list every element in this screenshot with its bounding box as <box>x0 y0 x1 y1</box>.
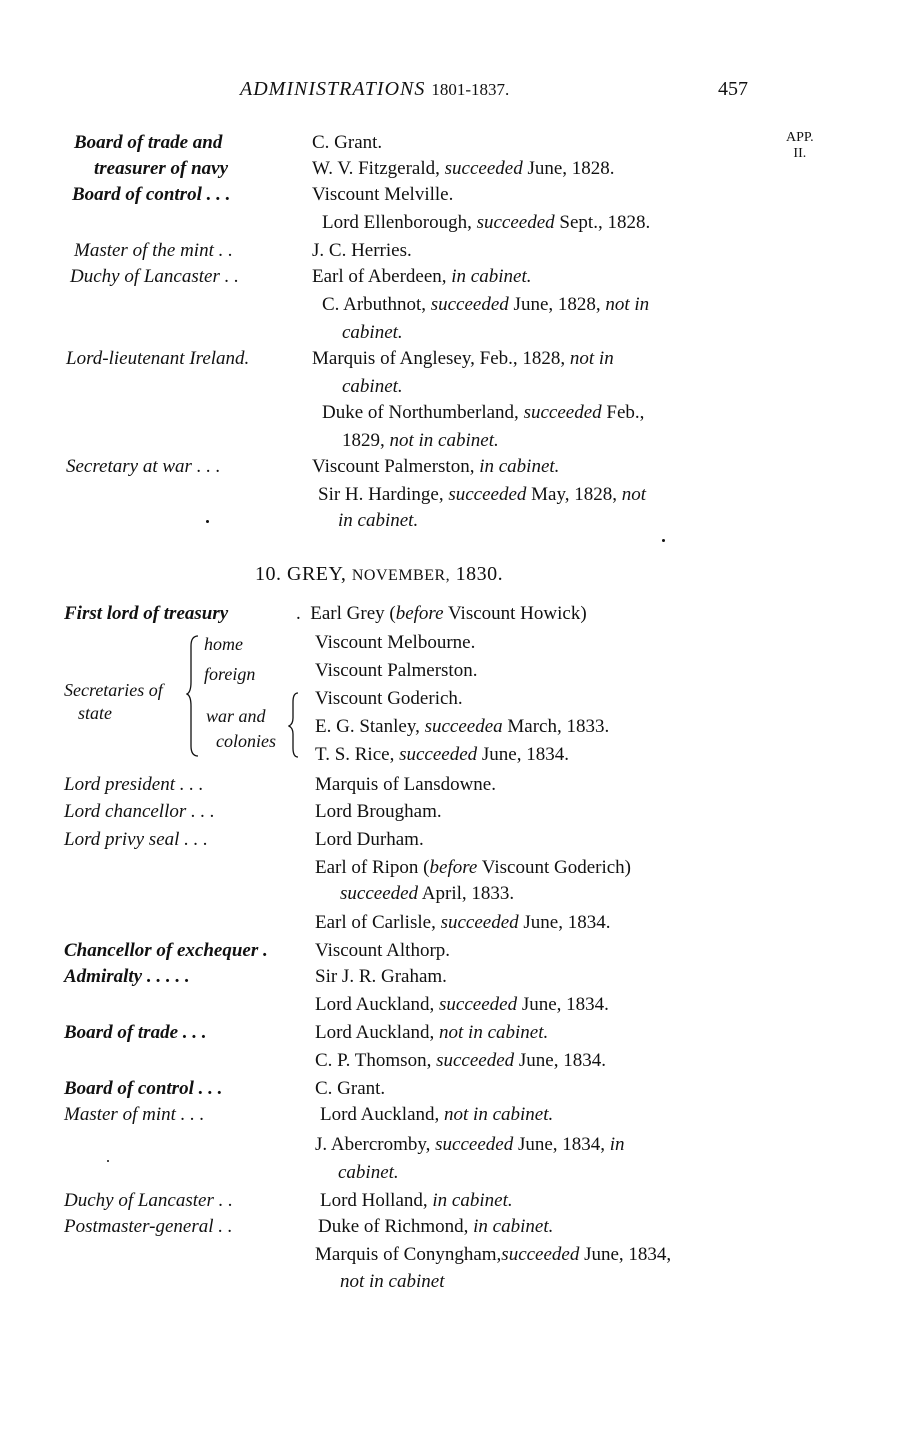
italic-text: succeeded <box>435 1134 514 1155</box>
text: Marquis of Anglesey, Feb., 1828, <box>312 348 570 369</box>
admin9-holder <box>342 322 403 344</box>
italic-text: not in cabinet. <box>439 1022 549 1043</box>
war3-post: June, 1834. <box>477 744 569 765</box>
heading-month: NOVEMBER, <box>351 567 451 584</box>
grey-office-label: Lord privy seal . . . <box>64 829 208 850</box>
admin9-holder <box>312 132 382 154</box>
war3-pre: T. S. Rice, <box>315 744 400 765</box>
italic-text: not in cabinet. <box>444 1104 554 1125</box>
text: J. C. Herries. <box>312 240 412 261</box>
admin9-holder <box>322 212 650 234</box>
war2-pre: E. G. Stanley, <box>315 716 425 737</box>
admin9-holder <box>312 266 531 288</box>
grey-office-label: Board of trade . . . <box>64 1022 207 1043</box>
text: Marquis of Conyngham, <box>315 1244 502 1265</box>
text: Feb., <box>601 402 645 423</box>
grey-holder <box>315 774 496 796</box>
text: Marquis of Lansdowne. <box>315 774 496 795</box>
text: June, 1828, <box>508 294 606 315</box>
text: Sept., 1828. <box>554 212 651 233</box>
sub-foreign: foreign <box>204 664 256 684</box>
italic-text: cabinet. <box>338 1162 399 1183</box>
grey-holder <box>315 1134 625 1156</box>
admin9-holder <box>342 430 499 452</box>
war2-post: March, 1833. <box>502 716 610 737</box>
italic-text: not in <box>569 348 614 369</box>
text: Sir J. R. Graham. <box>315 966 447 987</box>
italic-text: not in cabinet. <box>389 430 499 451</box>
grey-holder <box>320 1104 553 1126</box>
italic-text: succeeded <box>440 912 519 933</box>
text: W. V. Fitzgerald, <box>312 158 445 179</box>
heading-name: GREY, <box>287 563 347 585</box>
grey-holder <box>320 1190 513 1212</box>
grey-office-label: Lord chancellor . . . <box>64 801 215 822</box>
text: Viscount Goderich) <box>477 857 632 878</box>
admin9-holder <box>338 510 418 532</box>
italic-text: succeeded <box>444 158 523 179</box>
admin9-holder <box>318 484 646 506</box>
grey-holder <box>315 1078 385 1100</box>
grey-holder <box>315 940 450 962</box>
admin9-office-label: treasurer of navy <box>94 158 229 179</box>
heading-year: 1830. <box>455 563 504 585</box>
first-lord-post: Viscount Howick) <box>443 603 587 624</box>
scan-speck <box>206 520 209 523</box>
italic-text: succeeded <box>340 883 419 904</box>
admin9-office-label: Board of control . . . <box>72 184 231 205</box>
admin9-holder <box>312 240 412 262</box>
admin9-office-label: Lord-lieutenant Ireland. <box>66 348 250 369</box>
italic-text: in cabinet. <box>451 266 532 287</box>
war3-em: succeeded <box>399 744 478 765</box>
text: Lord Durham. <box>315 829 424 850</box>
sub-war: war and <box>206 706 266 726</box>
first-lord-pre: Earl Grey ( <box>310 603 396 624</box>
admin9-holder <box>322 294 649 316</box>
admin9-holder <box>322 402 644 424</box>
italic-text: not in cabinet <box>340 1271 445 1292</box>
italic-text: succeeded <box>436 1050 515 1071</box>
italic-text: succeeded <box>430 294 509 315</box>
section-heading <box>255 563 503 586</box>
italic-text: in cabinet. <box>338 510 419 531</box>
grey-holder <box>315 1050 606 1072</box>
italic-text: not <box>621 484 647 505</box>
text: April, 1833. <box>418 883 515 904</box>
heading-number: 10. <box>255 563 282 585</box>
grey-holder <box>315 912 610 934</box>
text: June, 1834, <box>513 1134 610 1155</box>
admin9-office-label: Secretary at war . . . <box>66 456 221 477</box>
italic-text: cabinet. <box>342 322 403 343</box>
grey-holder <box>338 1162 399 1184</box>
text: Lord Auckland, <box>315 1022 440 1043</box>
italic-text: succeeded <box>448 484 527 505</box>
grey-office-label: Lord president . . . <box>64 774 204 795</box>
text: Duke of Richmond, <box>318 1216 474 1237</box>
italic-text: succeeded <box>439 994 518 1015</box>
admin9-holder <box>312 158 615 180</box>
italic-text: in cabinet. <box>432 1190 513 1211</box>
home-secretary: Viscount Melbourne. <box>315 632 476 653</box>
margin-note-line2: II. <box>793 146 807 161</box>
admin9-office-label: Duchy of Lancaster . . <box>70 266 239 287</box>
grey-office-label: Duchy of Lancaster . . <box>64 1190 233 1211</box>
sub-home: home <box>204 634 243 654</box>
scan-speck <box>107 1160 109 1162</box>
text: Viscount Melville. <box>312 184 454 205</box>
text: Earl of Aberdeen, <box>312 266 452 287</box>
foreign-secretary: Viscount Palmerston. <box>315 660 478 681</box>
margin-note <box>786 130 814 162</box>
italic-text: succeeded <box>523 402 602 423</box>
right-brace-icon <box>288 690 302 760</box>
text: Duke of Northumberland, <box>322 402 524 423</box>
grey-office-label: Master of mint . . . <box>64 1104 205 1125</box>
text: June, 1828. <box>522 158 615 179</box>
grey-office-label: Postmaster-general . . <box>64 1216 233 1237</box>
grey-holder <box>315 1022 548 1044</box>
italic-text: in <box>609 1134 625 1155</box>
grey-office-label: Chancellor of exchequer . <box>64 940 268 961</box>
grey-office-label: Admiralty . . . . . <box>64 966 190 987</box>
grey-holder <box>315 994 609 1016</box>
sub-colonies: colonies <box>216 731 276 751</box>
grey-holder <box>315 801 442 823</box>
text: June, 1834. <box>518 912 611 933</box>
admin9-holder <box>312 184 453 206</box>
admin9-holder <box>312 348 614 370</box>
text: May, 1828, <box>526 484 622 505</box>
italic-text: before <box>429 857 478 878</box>
admin9-holder <box>342 376 403 398</box>
text: 1829, <box>342 430 390 451</box>
grey-holder <box>315 966 447 988</box>
text: June, 1834. <box>517 994 609 1015</box>
war-secretary-1: Viscount Goderich. <box>315 688 463 709</box>
first-lord-em: before <box>395 603 444 624</box>
first-lord-value: . Earl Grey (before Viscount Howick) <box>296 603 587 624</box>
text: Sir H. Hardinge, <box>318 484 449 505</box>
text: C. Arbuthnot, <box>322 294 431 315</box>
text: C. P. Thomson, <box>315 1050 437 1071</box>
margin-note-line1: APP. <box>786 130 814 145</box>
text: Lord Ellenborough, <box>322 212 477 233</box>
text: Viscount Palmerston, <box>312 456 480 477</box>
text: Lord Holland, <box>320 1190 433 1211</box>
header-title: ADMINISTRATIONS <box>240 78 426 100</box>
text: Earl of Carlisle, <box>315 912 441 933</box>
grey-holder <box>318 1216 553 1238</box>
italic-text: cabinet. <box>342 376 403 397</box>
text: Viscount Althorp. <box>315 940 451 961</box>
grey-holder <box>315 857 631 879</box>
text: C. Grant. <box>315 1078 386 1099</box>
text: Lord Auckland, <box>315 994 440 1015</box>
war2-em: succeedea <box>424 716 503 737</box>
text: Lord Brougham. <box>315 801 442 822</box>
grey-holder <box>340 1271 444 1293</box>
war-secretary-3 <box>315 744 569 766</box>
left-brace-icon <box>186 632 202 760</box>
italic-text: succeeded <box>476 212 555 233</box>
grey-holder <box>340 883 514 905</box>
text: J. Abercromby, <box>315 1134 436 1155</box>
header-years: 1801-1837. <box>431 80 510 99</box>
text: Lord Auckland, <box>320 1104 445 1125</box>
page-number: 457 <box>718 78 748 100</box>
scan-speck <box>662 539 665 542</box>
grey-office-label: Board of control . . . <box>64 1078 223 1099</box>
admin9-office-label: Master of the mint . . <box>74 240 233 261</box>
admin9-holder <box>312 456 559 478</box>
war-secretary-2 <box>315 716 609 738</box>
text: C. Grant. <box>312 132 383 153</box>
grey-holder <box>315 829 424 851</box>
italic-text: not in <box>605 294 650 315</box>
running-header <box>240 78 509 101</box>
secretaries-label: Secretaries of <box>64 680 163 700</box>
italic-text: in cabinet. <box>473 1216 554 1237</box>
first-lord-label: First lord of treasury <box>64 603 229 624</box>
admin9-office-label: Board of trade and <box>74 132 223 153</box>
text: June, 1834. <box>514 1050 606 1071</box>
italic-text: in cabinet. <box>479 456 560 477</box>
italic-text: succeeded <box>501 1244 580 1265</box>
text: Earl of Ripon ( <box>315 857 430 878</box>
text: June, 1834, <box>579 1244 672 1265</box>
grey-holder <box>315 1244 671 1266</box>
state-label: state <box>78 703 112 723</box>
